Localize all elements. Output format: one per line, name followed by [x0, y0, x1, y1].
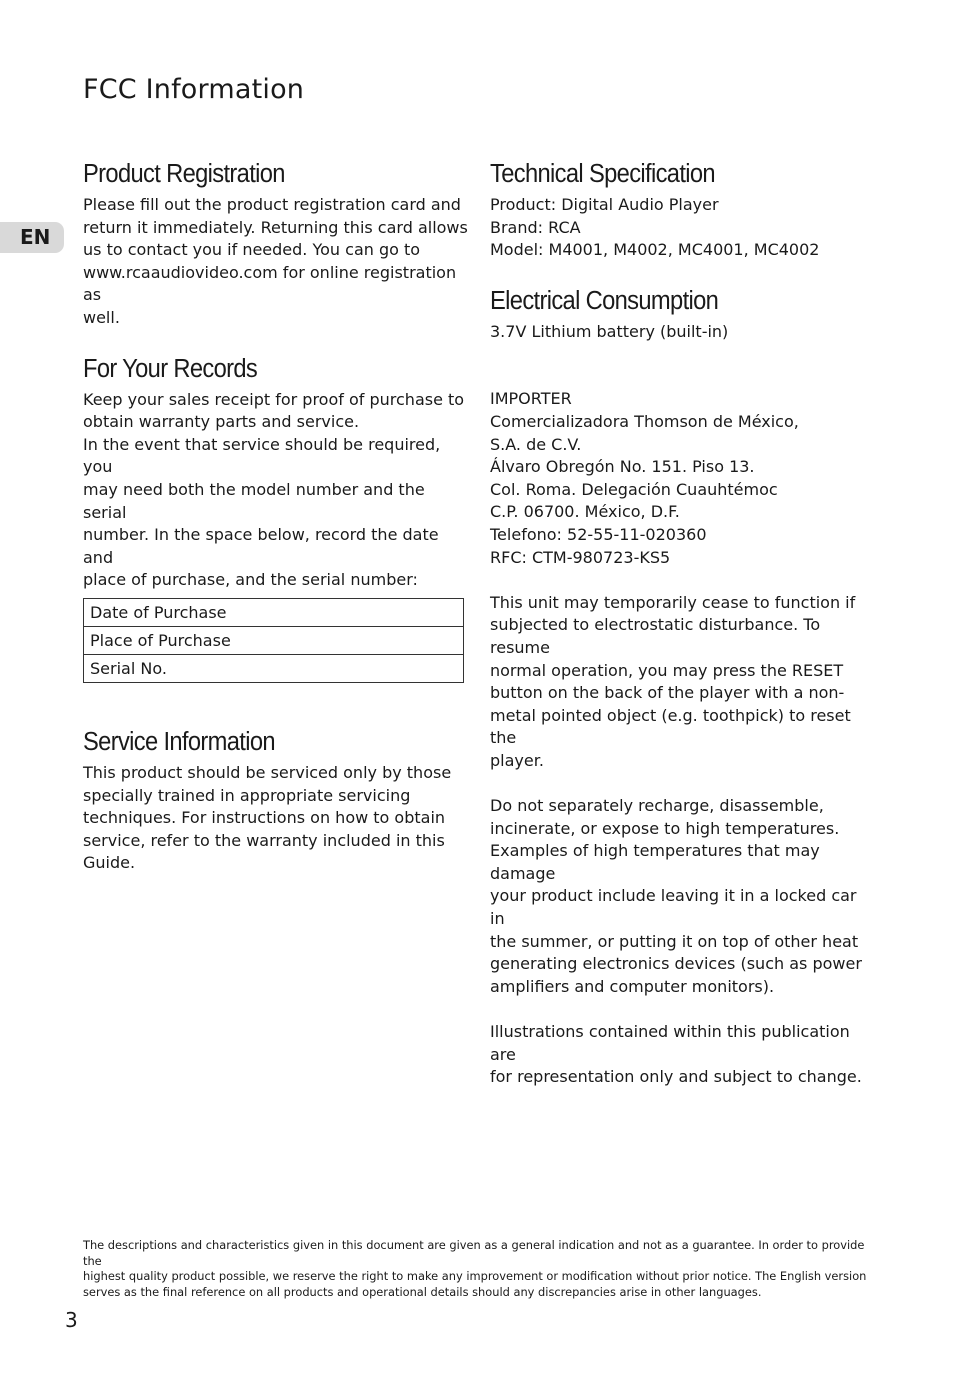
electrical-consumption-heading: Electrical Consumption — [490, 286, 719, 315]
place-of-purchase-field: Place of Purchase — [84, 626, 464, 654]
spec-line: Product: Digital Audio Player — [490, 195, 719, 214]
records-line: number. In the space below, record the date and — [83, 525, 439, 567]
technical-specification-heading: Technical Specification — [490, 160, 715, 188]
importer-line: Telefono: 52-55-11-020360 — [490, 524, 707, 544]
for-your-records-section — [83, 355, 468, 683]
esd-line: metal pointed object (e.g. toothpick) to reset the — [490, 705, 851, 748]
disclaimer-line: highest quality product possible, we reserve the right to make any improvement or modification without prior notice. The English version — [83, 1269, 867, 1283]
heat-warning-line: the summer, or putting it on top of other heat — [490, 931, 859, 951]
heat-warning-line: amplifiers and computer monitors). — [490, 976, 775, 996]
table-row — [84, 626, 464, 654]
service-line: techniques. For instructions on how to obtain — [83, 808, 446, 828]
esd-line: normal operation, you may press the RESET — [490, 660, 844, 680]
table-row — [84, 654, 464, 682]
right-column — [490, 160, 875, 1089]
importer-line: C.P. 06700. México, D.F. — [490, 502, 680, 522]
date-of-purchase-field: Date of Purchase — [84, 598, 464, 626]
registration-line: us to contact you if needed. You can go to — [83, 240, 421, 260]
spec-line: Model: M4001, M4002, MC4001, MC4002 — [490, 240, 820, 260]
service-line: This product should be serviced only by those — [83, 762, 452, 782]
disclaimer-line: serves as the final reference on all products and operational details should any discrepancies arise in other languages. — [83, 1284, 762, 1299]
language-tab: EN — [0, 222, 64, 253]
importer-block — [490, 388, 875, 569]
illustrations-line: Illustrations contained within this publication are — [490, 1022, 850, 1064]
electrical-consumption-section — [490, 287, 875, 344]
esd-line: player. — [490, 750, 544, 770]
heat-warning-line: generating electronics devices (such as power — [490, 954, 862, 974]
page-number: 3 — [65, 1308, 78, 1332]
esd-notice — [490, 592, 875, 773]
page-title: FCC Information — [83, 74, 305, 105]
importer-line: Comercializadora Thomson de México, — [490, 411, 799, 431]
esd-line: This unit may temporarily cease to function if — [490, 592, 856, 612]
registration-line: well. — [83, 307, 120, 327]
importer-line: Col. Roma. Delegación Cuauhtémoc — [490, 479, 778, 499]
records-line: place of purchase, and the serial number: — [83, 570, 418, 590]
service-line: Guide. — [83, 853, 136, 873]
esd-line: subjected to electrostatic disturbance. To resume — [490, 615, 821, 657]
importer-line: Álvaro Obregón No. 151. Piso 13. — [490, 457, 755, 477]
registration-line: return it immediately. Returning this card allows — [83, 217, 468, 237]
product-registration-heading: Product Registration — [83, 160, 285, 188]
records-line: In the event that service should be required, you — [83, 434, 441, 477]
heat-warning — [490, 795, 875, 998]
service-information-section — [83, 728, 468, 875]
consumption-line: 3.7V Lithium battery (built-in) — [490, 321, 729, 341]
purchase-record-table — [83, 598, 464, 683]
serial-number-field: Serial No. — [84, 654, 464, 682]
heat-warning-line: your product include leaving it in a locked car in — [490, 886, 857, 929]
spec-line: Brand: RCA — [490, 217, 581, 237]
illustrations-note — [490, 1021, 875, 1089]
importer-line: IMPORTER — [490, 389, 572, 409]
disclaimer-line: The descriptions and characteristics given in this document are given as a general indication and not as a guarantee. In order to provide the — [83, 1238, 865, 1268]
registration-line: www.rcaaudiovideo.com for online registration as — [83, 262, 457, 305]
heat-warning-line: Examples of high temperatures that may damage — [490, 841, 820, 883]
product-registration-section — [83, 160, 468, 330]
service-line: service, refer to the warranty included in this — [83, 830, 445, 850]
illustrations-line: for representation only and subject to change. — [490, 1067, 862, 1087]
heat-warning-line: incinerate, or expose to high temperatures. — [490, 818, 840, 838]
service-information-heading: Service Information — [83, 727, 275, 756]
service-line: specially trained in appropriate servicing — [83, 785, 411, 805]
records-line: may need both the model number and the serial — [83, 479, 425, 522]
technical-specification-section — [490, 160, 875, 262]
importer-line: S.A. de C.V. — [490, 434, 582, 454]
importer-line: RFC: CTM-980723-KS5 — [490, 547, 671, 567]
records-line: Keep your sales receipt for proof of purchase to — [83, 389, 465, 409]
registration-line: Please fill out the product registration card and — [83, 195, 461, 214]
footer-disclaimer — [83, 1238, 883, 1300]
esd-line: button on the back of the player with a non- — [490, 683, 845, 703]
table-row — [84, 598, 464, 626]
heat-warning-line: Do not separately recharge, disassemble, — [490, 796, 824, 816]
left-column — [83, 160, 468, 875]
records-line: obtain warranty parts and service. — [83, 412, 360, 432]
for-your-records-heading: For Your Records — [83, 354, 258, 383]
